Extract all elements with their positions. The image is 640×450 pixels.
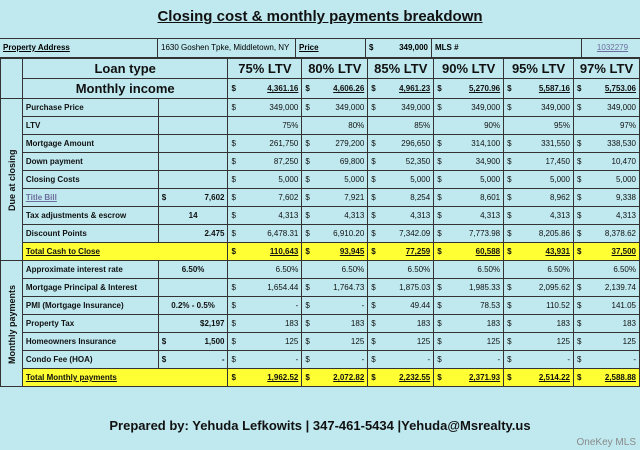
loan-type-label: Loan type [22, 59, 228, 79]
closing-row-value-2: $ 4,313 [368, 207, 434, 225]
table-row [1, 315, 640, 333]
closing-row-input [158, 99, 228, 117]
row-label-text: Down payment [25, 157, 83, 166]
monthly-row-value-2: 6.50% [368, 261, 434, 279]
closing-row-value-3: 90% [434, 117, 504, 135]
monthly-row-value-0: $ - [228, 351, 302, 369]
closing-row-value-4: $ 8,962 [504, 189, 574, 207]
closing-row-input: $ 7,602 [158, 189, 228, 207]
total-monthly-row-value-5: $ 2,588.88 [574, 369, 640, 387]
mls-value-cell [582, 39, 640, 57]
row-label-text: Condo Fee (HOA) [25, 355, 93, 364]
row-label-text: Approximate interest rate [25, 265, 123, 274]
closing-row-label [22, 171, 158, 189]
closing-row-value-4: $ 331,550 [504, 135, 574, 153]
closing-row-value-0: $ 349,000 [228, 99, 302, 117]
closing-row-input [158, 117, 228, 135]
ltv-header-1: 80% LTV [302, 59, 368, 79]
monthly-row-value-2: $ 183 [368, 315, 434, 333]
ltv-header-0: 75% LTV [228, 59, 302, 79]
row-label-text: Discount Points [25, 229, 87, 238]
monthly-row-value-4: $ 183 [504, 315, 574, 333]
monthly-row-value-3: $ 78.53 [434, 297, 504, 315]
closing-row-value-0: $ 7,602 [228, 189, 302, 207]
closing-row-value-2: $ 8,254 [368, 189, 434, 207]
closing-row-value-1: $ 69,800 [302, 153, 368, 171]
monthly-row-value-1: $ 125 [302, 333, 368, 351]
monthly-row-input [158, 279, 228, 297]
table-row [1, 99, 640, 117]
monthly-row-value-3: $ - [434, 351, 504, 369]
closing-row-input [158, 153, 228, 171]
monthly-row-label [22, 297, 158, 315]
closing-row-input [158, 135, 228, 153]
closing-row-value-3: $ 349,000 [434, 99, 504, 117]
closing-row-value-5: $ 8,378.62 [574, 225, 640, 243]
closing-row-value-1: $ 6,910.20 [302, 225, 368, 243]
closing-row-value-2: 85% [368, 117, 434, 135]
price-label: Price [296, 39, 366, 57]
monthly-row-value-5: $ 2,139.74 [574, 279, 640, 297]
table-row [1, 135, 640, 153]
monthly-row-value-1: $ 1,764.73 [302, 279, 368, 297]
closing-row-value-0: $ 261,750 [228, 135, 302, 153]
closing-row-value-2: $ 349,000 [368, 99, 434, 117]
monthly-row-value-5: $ 141.05 [574, 297, 640, 315]
monthly-row-value-5: $ 125 [574, 333, 640, 351]
closing-row-value-3: $ 7,773.98 [434, 225, 504, 243]
monthly-row-value-4: $ 125 [504, 333, 574, 351]
monthly-row-value-0: 6.50% [228, 261, 302, 279]
header-row-income [1, 79, 640, 99]
closing-row-value-1: $ 4,313 [302, 207, 368, 225]
table-row [1, 117, 640, 135]
property-address-label: Property Address [0, 39, 158, 57]
total-cash-row-value-3: $ 60,588 [434, 243, 504, 261]
closing-row-value-1: $ 5,000 [302, 171, 368, 189]
closing-row-label [22, 153, 158, 171]
monthly-row-input: 6.50% [158, 261, 228, 279]
closing-row-value-2: $ 296,650 [368, 135, 434, 153]
table-row [1, 207, 640, 225]
ltv-header-3: 90% LTV [434, 59, 504, 79]
closing-row-value-5: $ 10,470 [574, 153, 640, 171]
monthly-row-value-5: 6.50% [574, 261, 640, 279]
table-row [1, 297, 640, 315]
monthly-row-input: 0.2% - 0.5% [158, 297, 228, 315]
closing-row-value-0: $ 4,313 [228, 207, 302, 225]
closing-section-label: Due at closing [1, 99, 23, 261]
total-monthly-row-label: Total Monthly payments [22, 369, 228, 387]
monthly-row-value-0: $ 1,654.44 [228, 279, 302, 297]
monthly-row-value-1: $ - [302, 351, 368, 369]
total-monthly-row-value-0: $ 1,962.52 [228, 369, 302, 387]
monthly-income-label: Monthly income [22, 79, 228, 99]
monthly-row-value-2: $ - [368, 351, 434, 369]
closing-row-label [22, 135, 158, 153]
monthly-row-value-4: 6.50% [504, 261, 574, 279]
monthly-row-label [22, 261, 158, 279]
property-address-value: 1630 Goshen Tpke, Middletown, NY [158, 39, 296, 57]
monthly-income-value-2: $ 4,961.23 [368, 79, 434, 99]
total-cash-row-value-2: $ 77,259 [368, 243, 434, 261]
corner-cell [1, 59, 23, 99]
closing-row-value-3: $ 5,000 [434, 171, 504, 189]
ltv-header-4: 95% LTV [504, 59, 574, 79]
monthly-row-value-3: 6.50% [434, 261, 504, 279]
monthly-row-value-2: $ 49.44 [368, 297, 434, 315]
closing-row-label [22, 117, 158, 135]
monthly-row-value-4: $ 110.52 [504, 297, 574, 315]
total-cash-row-value-0: $ 110,643 [228, 243, 302, 261]
total-monthly-row-value-4: $ 2,514.22 [504, 369, 574, 387]
monthly-row-label [22, 315, 158, 333]
price-value: 349,000 [399, 43, 428, 52]
closing-row-input [158, 171, 228, 189]
prepared-by-footer: Prepared by: Yehuda Lefkowits | 347-461-5434 |Yehuda@Msrealty.us [109, 418, 531, 433]
breakdown-table [0, 58, 640, 387]
monthly-section-label: Monthly payments [1, 261, 23, 387]
monthly-row-value-2: $ 125 [368, 333, 434, 351]
row-label-text: LTV [25, 121, 41, 130]
closing-row-label [22, 99, 158, 117]
row-label-text: Property Tax [25, 319, 75, 328]
monthly-row-value-0: $ - [228, 297, 302, 315]
total-cash-row-value-5: $ 37,500 [574, 243, 640, 261]
closing-row-label [22, 207, 158, 225]
closing-row-value-3: $ 4,313 [434, 207, 504, 225]
header-row-ltv [1, 59, 640, 79]
ltv-header-2: 85% LTV [368, 59, 434, 79]
monthly-income-value-4: $ 5,587.16 [504, 79, 574, 99]
monthly-row-input: $2,197 [158, 315, 228, 333]
monthly-row-input: $ - [158, 351, 228, 369]
closing-row-value-0: $ 6,478.31 [228, 225, 302, 243]
closing-row-input: 14 [158, 207, 228, 225]
closing-row-value-5: $ 9,338 [574, 189, 640, 207]
total-monthly-row-value-3: $ 2,371.93 [434, 369, 504, 387]
table-row [1, 171, 640, 189]
closing-row-value-4: 95% [504, 117, 574, 135]
page-title: Closing cost & monthly payments breakdown [157, 8, 483, 25]
closing-row-value-1: $ 279,200 [302, 135, 368, 153]
closing-row-value-5: $ 4,313 [574, 207, 640, 225]
monthly-row-value-5: $ 183 [574, 315, 640, 333]
monthly-row-value-3: $ 125 [434, 333, 504, 351]
monthly-income-value-3: $ 5,270.96 [434, 79, 504, 99]
total-cash-row-value-4: $ 43,931 [504, 243, 574, 261]
closing-row-value-4: $ 5,000 [504, 171, 574, 189]
row-label-text: Mortgage Amount [25, 139, 95, 148]
monthly-income-value-0: $ 4,361.16 [228, 79, 302, 99]
closing-row-value-1: 80% [302, 117, 368, 135]
total-monthly-row-value-1: $ 2,072.82 [302, 369, 368, 387]
price-currency: $ [369, 43, 374, 52]
row-label-text: PMI (Mortgage Insurance) [25, 301, 124, 310]
closing-row-value-5: $ 349,000 [574, 99, 640, 117]
closing-row-label [22, 225, 158, 243]
table-row [1, 153, 640, 171]
property-info-bar [0, 38, 640, 58]
closing-row-label [22, 189, 158, 207]
closing-row-value-1: $ 7,921 [302, 189, 368, 207]
closing-row-value-4: $ 4,313 [504, 207, 574, 225]
total-monthly-row-value-2: $ 2,232.55 [368, 369, 434, 387]
row-label-text[interactable]: Title Bill [25, 193, 57, 202]
closing-row-value-1: $ 349,000 [302, 99, 368, 117]
closing-row-value-4: $ 8,205.86 [504, 225, 574, 243]
monthly-row-value-4: $ - [504, 351, 574, 369]
monthly-row-value-1: $ - [302, 297, 368, 315]
row-label-text: Tax adjustments & escrow [25, 211, 127, 220]
table-row [1, 333, 640, 351]
price-value-cell [366, 39, 432, 57]
total-cash-row-value-1: $ 93,945 [302, 243, 368, 261]
table-row [1, 279, 640, 297]
table-row [1, 225, 640, 243]
table-row [1, 351, 640, 369]
monthly-row-value-5: $ - [574, 351, 640, 369]
monthly-row-value-0: $ 183 [228, 315, 302, 333]
closing-row-value-3: $ 8,601 [434, 189, 504, 207]
closing-row-value-5: 97% [574, 117, 640, 135]
row-label-text: Homeowners Insurance [25, 337, 117, 346]
closing-row-value-0: 75% [228, 117, 302, 135]
monthly-row-value-4: $ 2,095.62 [504, 279, 574, 297]
row-label-text: Closing Costs [25, 175, 80, 184]
total-cash-row-label: Total Cash to Close [22, 243, 228, 261]
closing-row-value-4: $ 17,450 [504, 153, 574, 171]
monthly-income-value-1: $ 4,606.26 [302, 79, 368, 99]
row-label-text: Purchase Price [25, 103, 84, 112]
mls-label: MLS # [432, 39, 582, 57]
closing-row-value-3: $ 34,900 [434, 153, 504, 171]
closing-row-value-2: $ 7,342.09 [368, 225, 434, 243]
mls-link[interactable]: 1032279 [596, 43, 629, 52]
monthly-row-value-0: $ 125 [228, 333, 302, 351]
closing-row-value-2: $ 5,000 [368, 171, 434, 189]
monthly-row-value-1: 6.50% [302, 261, 368, 279]
table-row [1, 261, 640, 279]
table-row [1, 189, 640, 207]
monthly-row-value-1: $ 183 [302, 315, 368, 333]
monthly-income-value-5: $ 5,753.06 [574, 79, 640, 99]
closing-row-value-3: $ 314,100 [434, 135, 504, 153]
monthly-row-label [22, 351, 158, 369]
monthly-row-input: $ 1,500 [158, 333, 228, 351]
ltv-header-5: 97% LTV [574, 59, 640, 79]
closing-row-value-0: $ 5,000 [228, 171, 302, 189]
closing-row-value-2: $ 52,350 [368, 153, 434, 171]
monthly-row-value-2: $ 1,875.03 [368, 279, 434, 297]
row-label-text: Mortgage Principal & Interest [25, 283, 138, 292]
closing-row-value-5: $ 5,000 [574, 171, 640, 189]
monthly-row-value-3: $ 183 [434, 315, 504, 333]
closing-row-input: 2.475 [158, 225, 228, 243]
total-cash-row [1, 243, 640, 261]
closing-row-value-0: $ 87,250 [228, 153, 302, 171]
monthly-row-label [22, 333, 158, 351]
closing-row-value-4: $ 349,000 [504, 99, 574, 117]
watermark: OneKey MLS [576, 437, 636, 448]
monthly-row-label [22, 279, 158, 297]
closing-row-value-5: $ 338,530 [574, 135, 640, 153]
total-monthly-row [1, 369, 640, 387]
monthly-row-value-3: $ 1,985.33 [434, 279, 504, 297]
